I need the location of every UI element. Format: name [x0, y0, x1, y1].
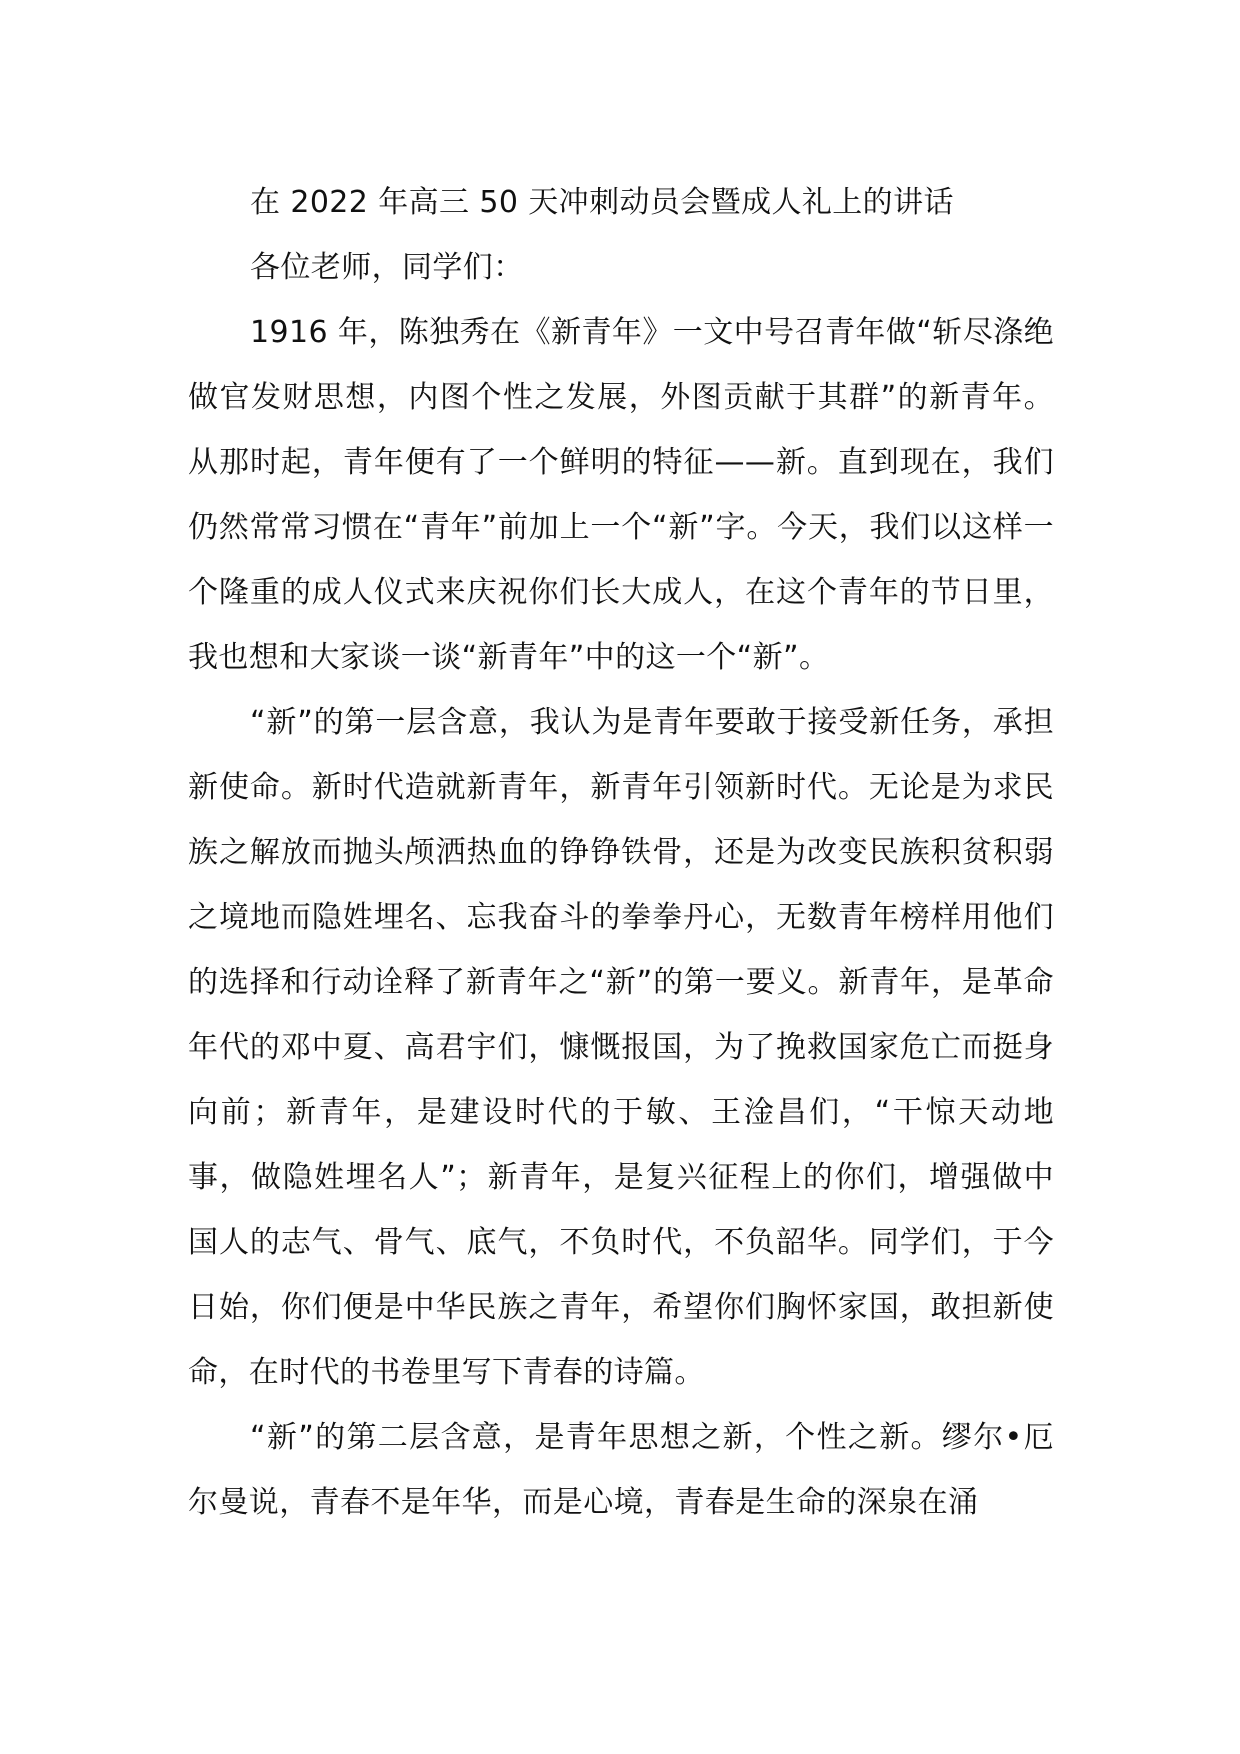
document-page	[188, 170, 1054, 1535]
paragraph-2: “新”的第一层含意，我认为是青年要敢于接受新任务，承担新使命。新时代造就新青年，新青年引领新时代。无论是为求民族之解放而抛头颅洒热血的铮铮铁骨，还是为改变民族积贫积弱之境地而隐姓埋名、忘我奋斗的拳拳丹心，无数青年榜样用他们的选择和行动诠释了新青年之“新”的第一要义。新青年，是革命年代的邓中夏、高君宇们，慷慨报国，为了挽救国家危亡而挺身向前；新青年，是建设时代的于敏、王淦昌们，“干惊天动地事，做隐姓埋名人”；新青年，是复兴征程上的你们，增强做中国人的志气、骨气、底气，不负时代，不负韶华。同学们，于今日始，你们便是中华民族之青年，希望你们胸怀家国，敢担新使命，在时代的书卷里写下青春的诗篇。	[188, 705, 1054, 1390]
paragraph-1: 1916 年，陈独秀在《新青年》一文中号召青年做“斩尽涤绝做官发财思想，内图个性之发展，外图贡献于其群”的新青年。从那时起，青年便有了一个鲜明的特征——新。直到现在，我们仍然常常习惯在“青年”前加上一个“新”字。今天，我们以这样一个隆重的成人仪式来庆祝你们长大成人，在这个青年的节日里，我也想和大家谈一谈“新青年”中的这一个“新”。	[188, 315, 1054, 675]
document-title: 在 2022 年高三 50 天冲刺动员会暨成人礼上的讲话	[250, 185, 954, 220]
paragraph-3: “新”的第二层含意，是青年思想之新，个性之新。缪尔•厄尔曼说，青春不是年华，而是心境，青春是生命的深泉在涌	[188, 1420, 1054, 1520]
greeting-line: 各位老师，同学们：	[250, 250, 524, 285]
